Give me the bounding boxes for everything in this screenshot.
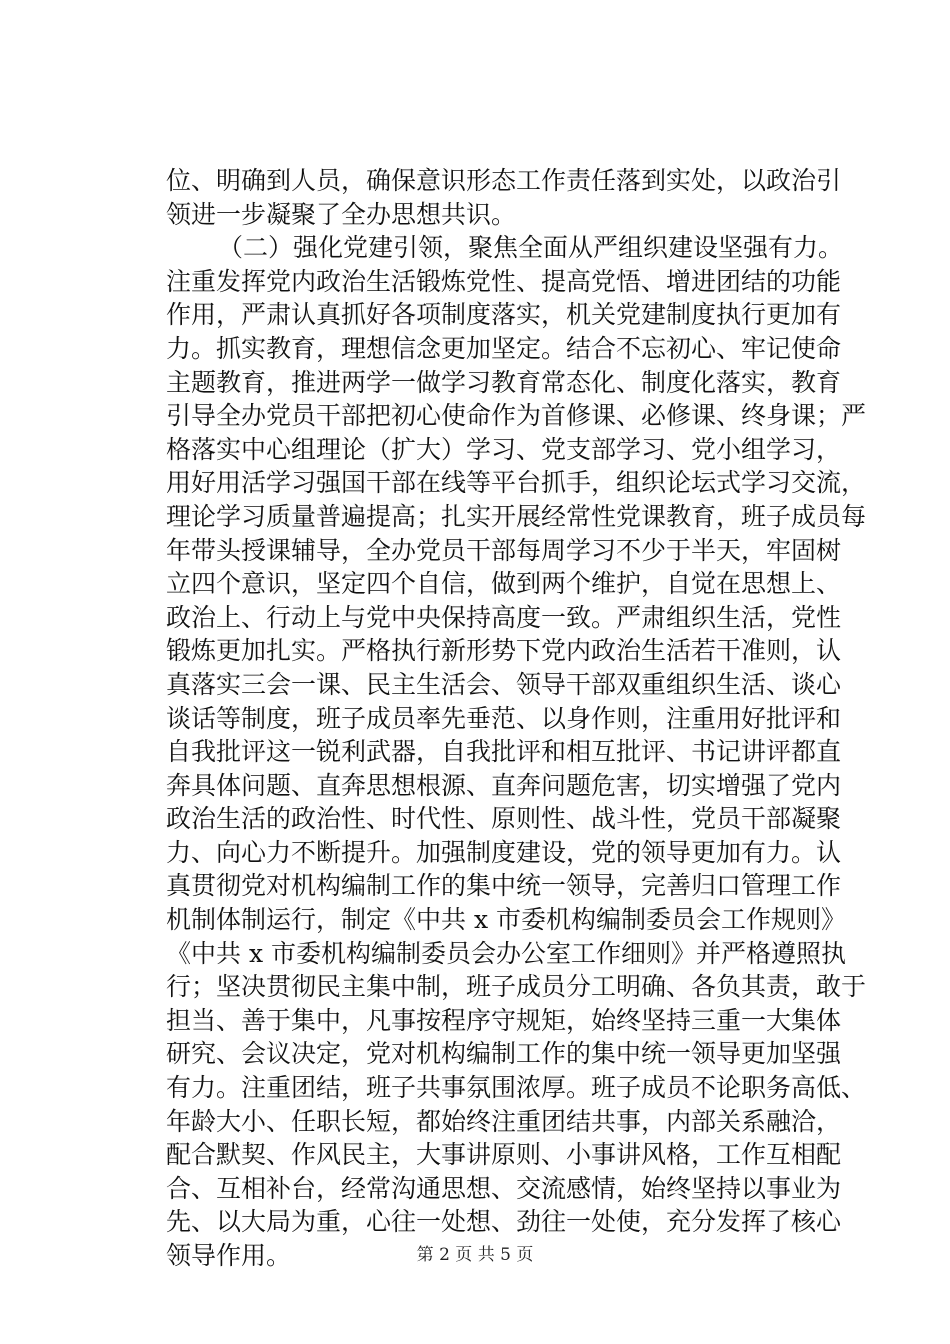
document-body — [166, 164, 867, 1273]
text-line: 真贯彻党对机构编制工作的集中统一领导，完善归口管理工作 — [166, 871, 842, 901]
text-line: 用好用活学习强国干部在线等平台抓手，组织论坛式学习交流， — [166, 468, 867, 498]
text-line: 引导全办党员干部把初心使命作为首修课、必修课、终身课；严 — [166, 401, 867, 431]
text-line: 理论学习质量普遍提高；扎实开展经常性党课教育，班子成员每 — [166, 501, 867, 531]
text-line: 奔具体问题、直奔思想根源、直奔问题危害，切实增强了党内 — [166, 770, 842, 800]
text-line: 谈话等制度，班子成员率先垂范、以身作则，注重用好批评和 — [166, 703, 842, 733]
text-line: 行；坚决贯彻民主集中制，班子成员分工明确、各负其责，敢于 — [166, 972, 867, 1002]
text-line: 格落实中心组理论（扩大）学习、党支部学习、党小组学习， — [166, 434, 842, 464]
page-number-footer: 第 2 页 共 5 页 — [416, 1245, 534, 1265]
text-line: 自我批评这一锐利武器，自我批评和相互批评、书记讲评都直 — [166, 737, 842, 767]
text-line: 主题教育，推进两学一做学习教育常态化、制度化落实，教育 — [166, 367, 842, 397]
text-line: 锻炼更加扎实。严格执行新形势下党内政治生活若干准则，认 — [166, 636, 842, 666]
text-line: 合、互相补台，经常沟通思想、交流感情，始终坚持以事业为 — [166, 1173, 842, 1203]
text-line: 担当、善于集中，凡事按程序守规矩，始终坚持三重一大集体 — [166, 1005, 842, 1035]
text-line: 力。抓实教育，理想信念更加坚定。结合不忘初心、牢记使命 — [166, 333, 842, 363]
text-line: 配合默契、作风民主，大事讲原则、小事讲风格，工作互相配 — [166, 1140, 842, 1170]
text-line: 机制体制运行，制定《中共 x 市委机构编制委员会工作规则》 — [166, 905, 846, 935]
text-line: 有力。注重团结，班子共事氛围浓厚。班子成员不论职务高低、 — [166, 1073, 867, 1103]
text-line: 政治生活的政治性、时代性、原则性、战斗性，党员干部凝聚 — [166, 804, 842, 834]
text-line: 年龄大小、任职长短，都始终注重团结共事，内部关系融洽， — [166, 1106, 842, 1136]
text-line: 立四个意识，坚定四个自信，做到两个维护，自觉在思想上、 — [166, 569, 842, 599]
text-line: 政治上、行动上与党中央保持高度一致。严肃组织生活，党性 — [166, 602, 842, 632]
text-line: 先、以大局为重，心往一处想、劲往一处使，充分发挥了核心 — [166, 1207, 842, 1237]
text-line: 力、向心力不断提升。加强制度建设，党的领导更加有力。认 — [166, 837, 842, 867]
text-line: 位、明确到人员，确保意识形态工作责任落到实处，以政治引 — [166, 166, 842, 195]
text-line: 年带头授课辅导，全办党员干部每周学习不少于半天，牢固树 — [166, 535, 842, 565]
text-line: 领进一步凝聚了全办思想共识。 — [166, 199, 517, 229]
text-line: 真落实三会一课、民主生活会、领导干部双重组织生活、谈心 — [166, 669, 842, 699]
text-line: 《中共 x 市委机构编制委员会办公室工作细则》并严格遵照执 — [166, 938, 846, 968]
section-heading-line: （二）强化党建引领，聚焦全面从严组织建设坚强有力。 — [218, 233, 844, 263]
text-line: 注重发挥党内政治生活锻炼党性、提高党悟、增进团结的功能 — [166, 266, 842, 296]
text-line: 作用，严肃认真抓好各项制度落实，机关党建制度执行更加有 — [166, 300, 842, 330]
text-line: 研究、会议决定，党对机构编制工作的集中统一领导更加坚强 — [166, 1039, 842, 1069]
text-line: 领导作用。 — [166, 1241, 292, 1270]
